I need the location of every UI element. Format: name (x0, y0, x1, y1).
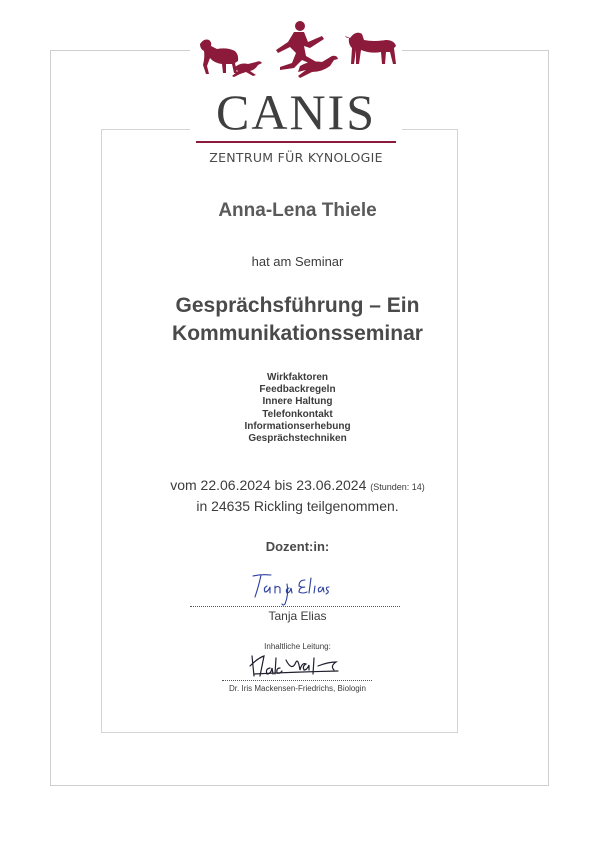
lecturer-signature-icon (245, 568, 345, 608)
topic-item: Innere Haltung (262, 396, 333, 408)
logo (190, 14, 402, 164)
recipient-name: Anna-Lena Thiele (218, 200, 377, 221)
lecturer-label: Dozent:in: (265, 539, 330, 554)
content-lead-name: Dr. Iris Mackensen-Friedrichs, Biologin (229, 684, 366, 693)
topic-item: Informationserhebung (244, 420, 351, 432)
content-lead-signature-line (222, 680, 372, 681)
date-range: vom 22.06.2024 bis 23.06.2024 (170, 477, 367, 493)
logo-divider (196, 141, 396, 143)
hours-count: (Stunden: 14) (370, 482, 425, 492)
seminar-period (0, 476, 595, 516)
date-line (0, 476, 595, 497)
seminar-title-line: Gesprächsführung – Ein (175, 294, 420, 317)
logo-subtitle: ZENTRUM FÜR KYNOLOGIE (209, 150, 383, 165)
content-lead-label: Inhaltliche Leitung: (264, 642, 331, 651)
seminar-title-line: Kommunikationsseminar (172, 322, 423, 345)
lecturer-name: Tanja Elias (268, 609, 327, 623)
topic-item: Gesprächstechniken (248, 433, 347, 445)
logo-wordmark: CANIS (215, 84, 377, 140)
location-line: in 24635 Rickling teilgenommen. (196, 498, 399, 514)
dog-and-runner-logo-icon (190, 14, 402, 84)
content-lead-signature-icon (246, 652, 346, 682)
topic-item: Wirkfaktoren (266, 372, 329, 383)
topic-item: Feedbackregeln (259, 384, 336, 396)
topic-item: Telefonkontakt (262, 408, 333, 420)
seminar-title (0, 292, 595, 348)
intro-text: hat am Seminar (251, 254, 344, 269)
lecturer-signature-line (190, 606, 400, 607)
topic-list (0, 372, 595, 445)
